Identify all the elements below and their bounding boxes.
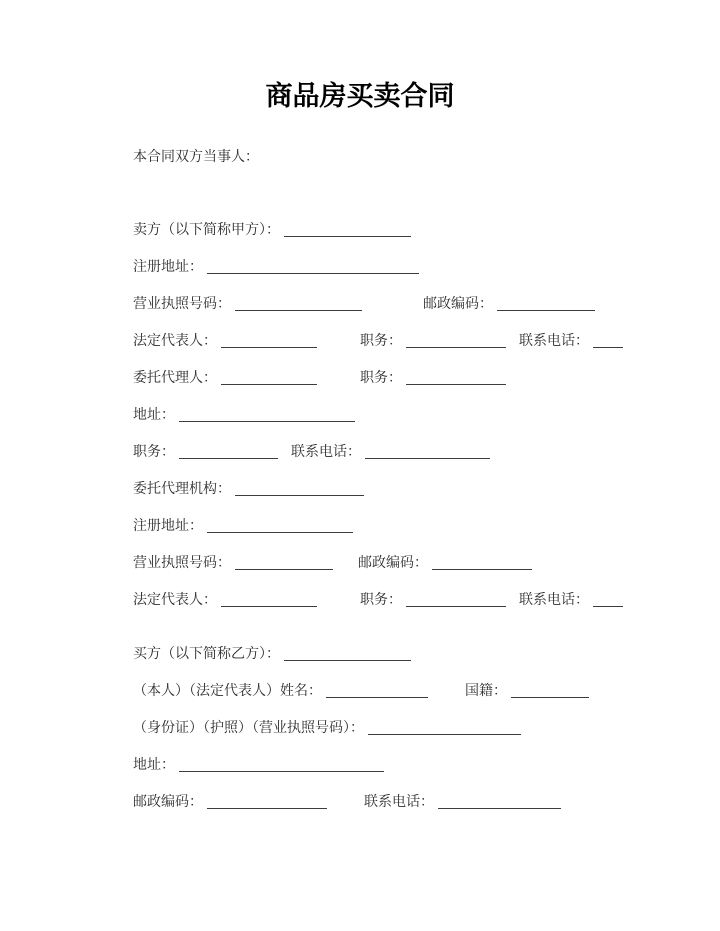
blank-fill-line [406,371,506,385]
form-row [133,553,690,572]
form-row [133,257,690,276]
blank-fill-line [406,334,506,348]
blank-fill-line [284,223,411,237]
field-label: 邮政编码： [423,295,493,311]
field-label: 法定代表人： [133,332,217,348]
field-label: 法定代表人： [133,591,217,607]
field-label: 营业执照号码： [133,554,231,570]
field-label: 职务： [360,591,402,607]
blank-fill-line [179,758,384,772]
blank-fill-line [221,334,317,348]
blank-fill-line [179,445,278,459]
blank-fill-line [207,519,353,533]
blank-fill-line [497,297,595,311]
form-row [133,718,690,737]
blank-fill-line [368,721,521,735]
blank-fill-line [365,445,490,459]
form-row [133,220,690,239]
form-row [133,442,690,461]
field-label: 联系电话： [519,591,589,607]
field-label: 卖方（以下简称甲方）： [133,221,280,237]
blank-fill-line [593,593,623,607]
field-label: （身份证）（护照）（营业执照号码）： [133,719,364,735]
field-label: 注册地址： [133,517,203,533]
blank-fill-line [207,260,419,274]
blank-fill-line [511,684,589,698]
blank-fill-line [593,334,623,348]
form-row [133,405,690,424]
field-label: 注册地址： [133,258,203,274]
blank-fill-line [179,408,355,422]
form-row [133,755,690,774]
field-label: 地址： [133,756,175,772]
blank-fill-line [406,593,506,607]
document-title: 商品房买卖合同 [265,81,455,111]
form-row [133,516,690,535]
form-row [133,368,690,387]
blank-fill-line [432,556,532,570]
blank-fill-line [235,482,364,496]
blank-fill-line [326,684,428,698]
blank-fill-line [284,647,411,661]
form-row [133,681,690,700]
field-label: 委托代理人： [133,369,217,385]
document-body [133,147,690,829]
blank-fill-line [235,556,333,570]
field-label: 联系电话： [364,793,434,809]
form-row [133,331,690,350]
field-label: （本人）（法定代表人）姓名： [133,682,322,698]
field-label: 职务： [133,443,175,459]
field-label: 联系电话： [291,443,361,459]
field-label: 职务： [360,369,402,385]
field-label: 营业执照号码： [133,295,231,311]
field-label: 地址： [133,406,175,422]
blank-fill-line [235,297,362,311]
form-row [133,644,690,663]
blank-fill-line [207,795,327,809]
form-rows [133,220,690,811]
field-label: 联系电话： [519,332,589,348]
intro-line: 本合同双方当事人： [133,148,259,164]
form-row [133,479,690,498]
field-label: 国籍： [465,682,507,698]
field-label: 邮政编码： [133,793,203,809]
form-row [133,294,690,313]
form-row [133,792,690,811]
field-label: 委托代理机构： [133,480,231,496]
field-label: 邮政编码： [358,554,428,570]
field-label: 买方（以下简称乙方）： [133,645,280,661]
form-row [133,590,690,609]
blank-fill-line [438,795,561,809]
blank-fill-line [221,371,317,385]
blank-fill-line [221,593,317,607]
field-label: 职务： [360,332,402,348]
